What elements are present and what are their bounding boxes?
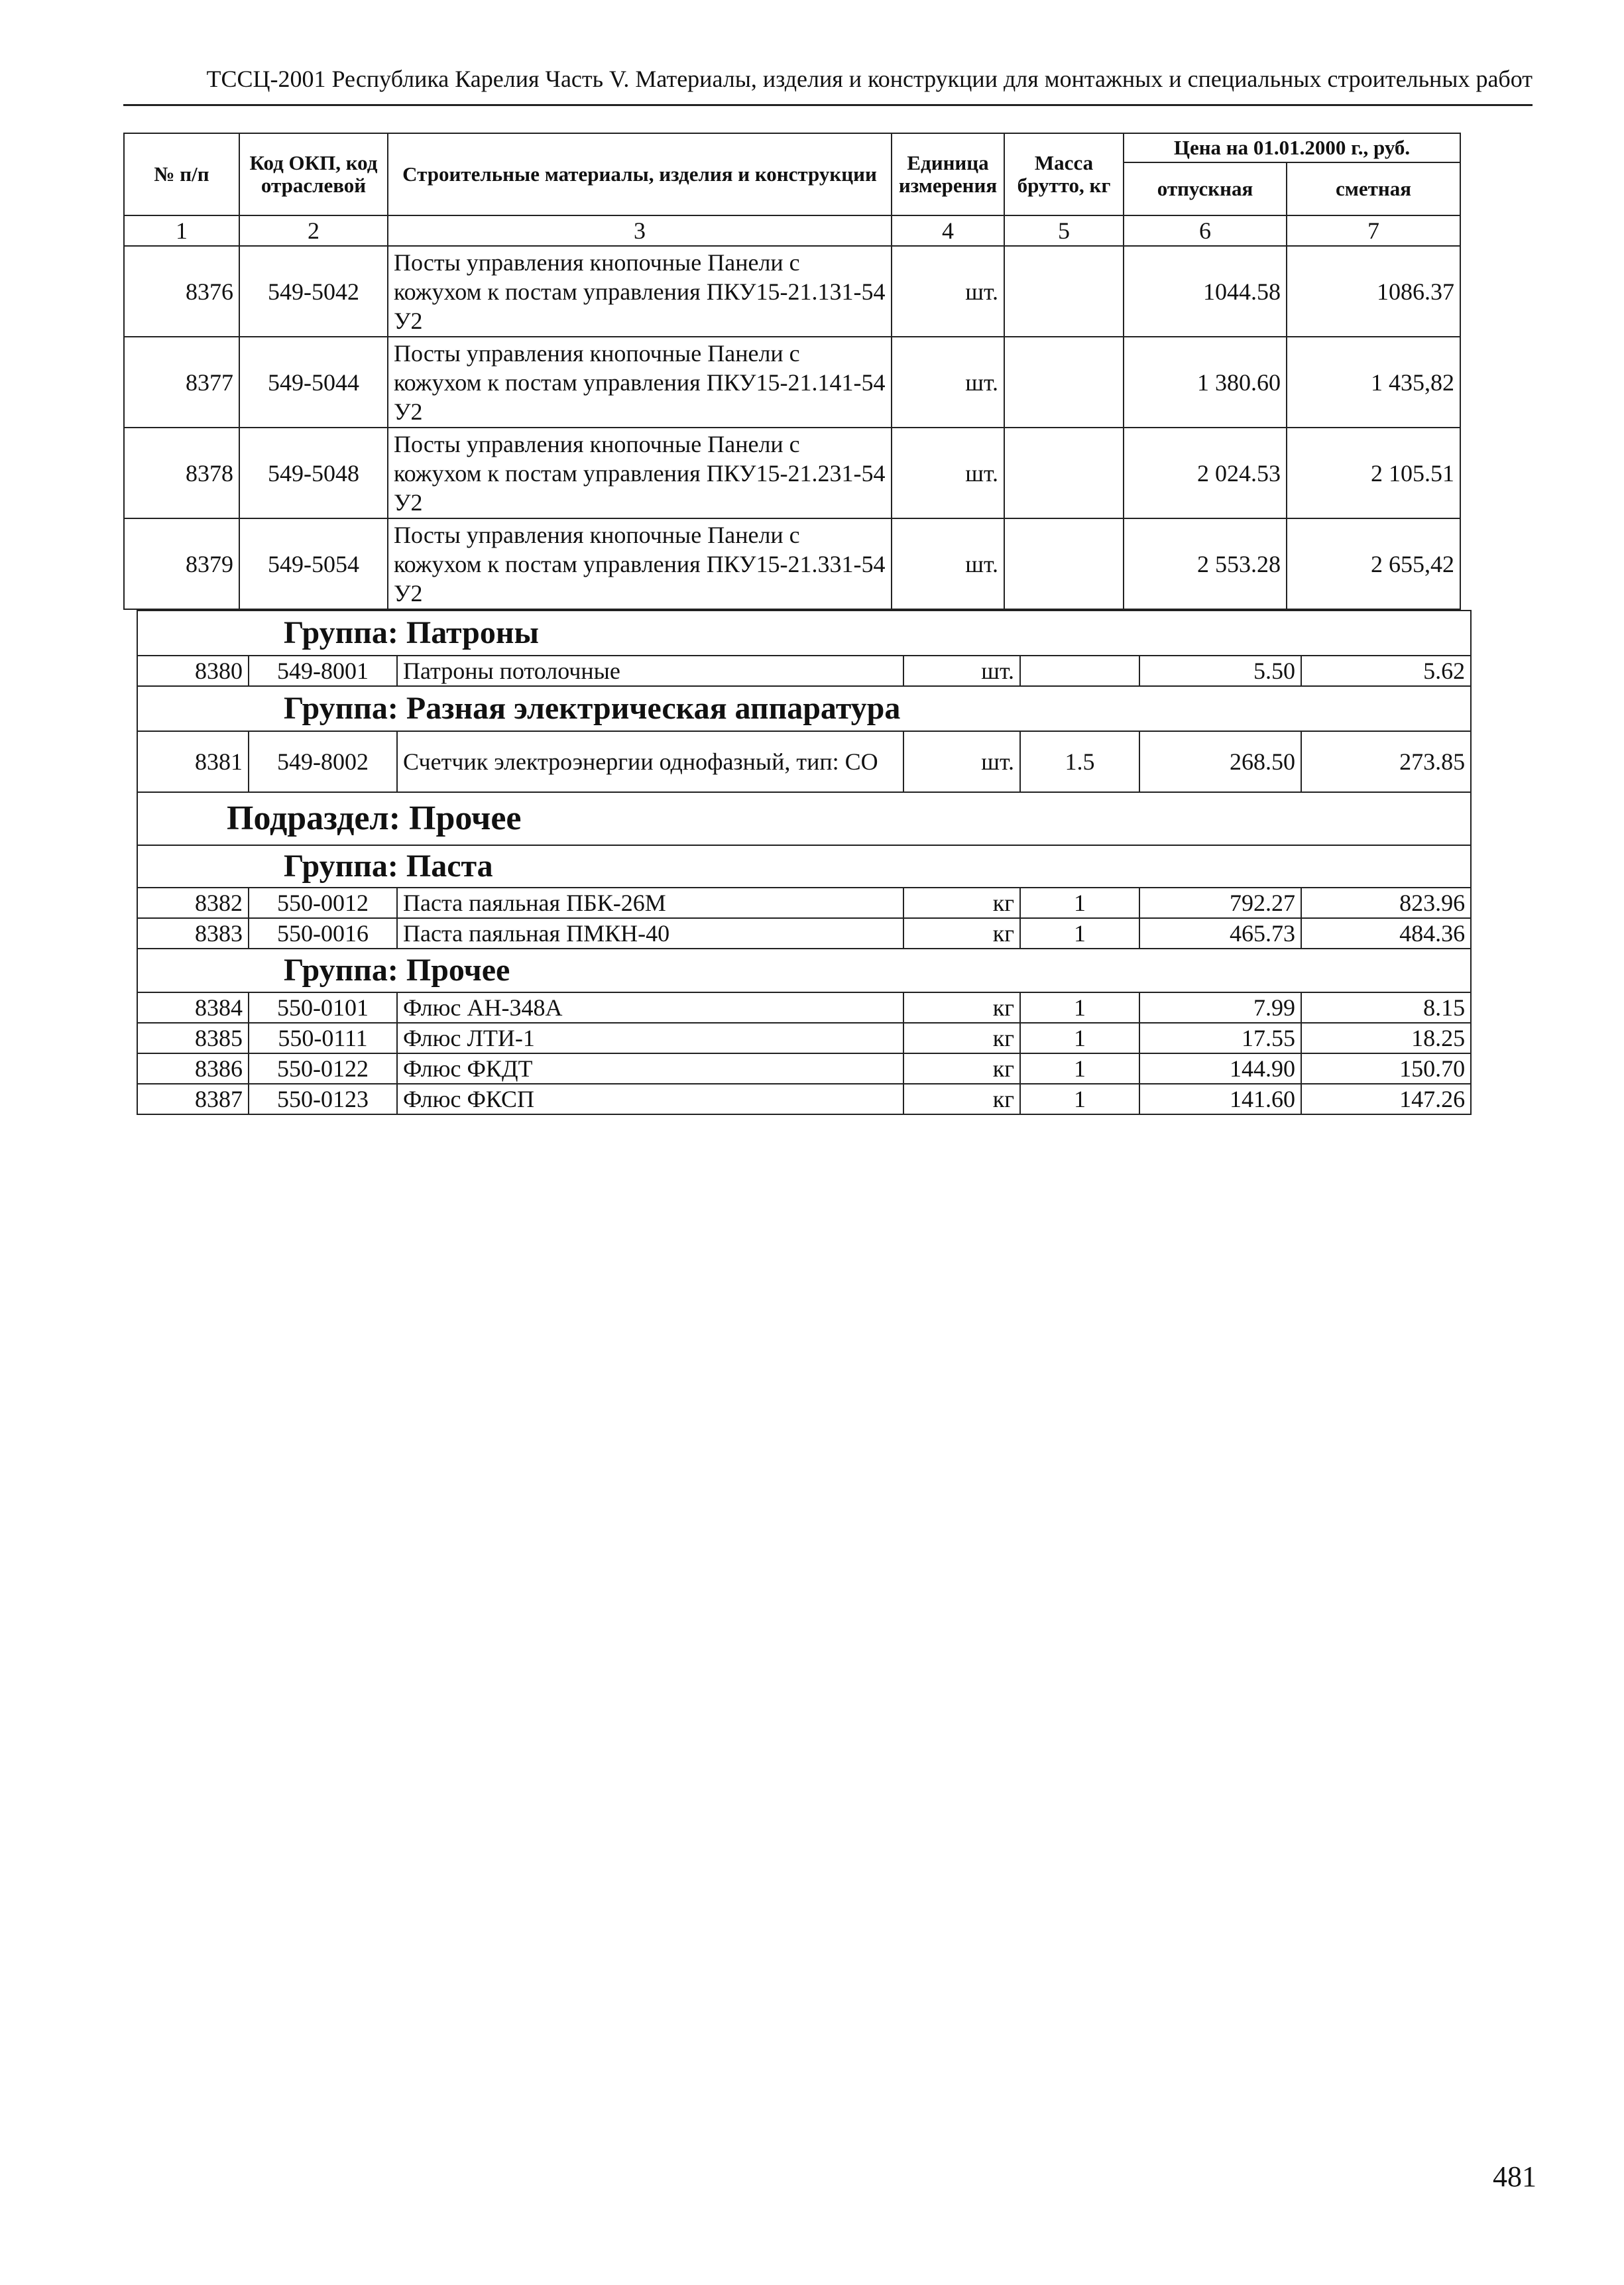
row-code: 550-0123 [249,1084,397,1114]
header-release: отпускная [1124,162,1287,215]
group-heading-patrony: Группа: Патроны [137,611,1471,656]
col-number: 7 [1287,215,1460,246]
row-release-price: 17.55 [1139,1023,1301,1053]
row-code: 550-0122 [249,1053,397,1084]
row-release-price: 5.50 [1139,656,1301,686]
col-number: 5 [1004,215,1124,246]
row-num: 8378 [124,428,239,518]
row-name: Флюс ФКСП [397,1084,903,1114]
row-mass [1004,337,1124,428]
col-number: 4 [892,215,1004,246]
row-name: Посты управления кнопочные Панели с кожухом к постам управления ПКУ15-21.231-54 У2 [388,428,892,518]
row-code: 550-0101 [249,992,397,1023]
row-unit: кг [903,888,1020,918]
row-estimate-price: 8.15 [1301,992,1471,1023]
row-name: Паста паяльная ПБК-26М [397,888,903,918]
row-estimate-price: 5.62 [1301,656,1471,686]
row-mass [1020,656,1139,686]
row-release-price: 792.27 [1139,888,1301,918]
row-estimate-price: 2 655,42 [1287,518,1460,609]
row-mass: 1 [1020,888,1139,918]
row-release-price: 1 380.60 [1124,337,1287,428]
header-code: Код ОКП, код отраслевой [239,133,388,215]
row-mass [1004,518,1124,609]
row-mass: 1 [1020,992,1139,1023]
row-num: 8376 [124,246,239,337]
row-unit: шт. [892,246,1004,337]
row-name: Патроны потолочные [397,656,903,686]
row-code: 549-8002 [249,731,397,792]
row-unit: шт. [892,518,1004,609]
row-mass [1004,428,1124,518]
row-code: 550-0111 [249,1023,397,1053]
row-num: 8382 [137,888,249,918]
row-num: 8386 [137,1053,249,1084]
price-table-bottom [137,610,1472,1115]
row-code: 550-0012 [249,888,397,918]
row-name: Флюс АН-348А [397,992,903,1023]
subsection-heading-other: Подраздел: Прочее [137,792,1471,845]
header-mass: Масса брутто, кг [1004,133,1124,215]
row-estimate-price: 484.36 [1301,918,1471,949]
column-number-row [124,215,1460,246]
row-mass: 1 [1020,1023,1139,1053]
row-unit: шт. [903,656,1020,686]
table-row [124,337,1460,428]
row-unit: кг [903,992,1020,1023]
row-release-price: 2 024.53 [1124,428,1287,518]
table-row [137,1023,1471,1053]
header-num: № п/п [124,133,239,215]
page-header: ТССЦ-2001 Республика Карелия Часть V. Материалы, изделия и конструкции для монтажных и специальных строительных работ [123,64,1533,106]
row-mass: 1 [1020,1084,1139,1114]
table-row [137,992,1471,1023]
row-unit: шт. [892,428,1004,518]
row-release-price: 141.60 [1139,1084,1301,1114]
row-num: 8381 [137,731,249,792]
row-unit: шт. [903,731,1020,792]
price-table-top [123,133,1461,610]
row-num: 8383 [137,918,249,949]
header-price-group: Цена на 01.01.2000 г., руб. [1124,133,1460,162]
row-name: Посты управления кнопочные Панели с кожухом к постам управления ПКУ15-21.131-54 У2 [388,246,892,337]
group-heading-pasta: Группа: Паста [137,845,1471,888]
table-row [124,246,1460,337]
table-row [124,518,1460,609]
row-code: 549-5048 [239,428,388,518]
group-heading-electric: Группа: Разная электрическая аппаратура [137,686,1471,731]
row-num: 8379 [124,518,239,609]
row-num: 8384 [137,992,249,1023]
row-mass: 1 [1020,1053,1139,1084]
row-estimate-price: 18.25 [1301,1023,1471,1053]
row-code: 549-5054 [239,518,388,609]
row-num: 8385 [137,1023,249,1053]
row-estimate-price: 2 105.51 [1287,428,1460,518]
table-row [137,656,1471,686]
table-row [137,731,1471,792]
row-code: 550-0016 [249,918,397,949]
group-heading-other: Группа: Прочее [137,949,1471,992]
row-code: 549-5042 [239,246,388,337]
col-number: 1 [124,215,239,246]
table-row [137,918,1471,949]
row-num: 8380 [137,656,249,686]
row-name: Флюс ФКДТ [397,1053,903,1084]
row-estimate-price: 147.26 [1301,1084,1471,1114]
row-estimate-price: 1086.37 [1287,246,1460,337]
col-number: 3 [388,215,892,246]
row-release-price: 7.99 [1139,992,1301,1023]
col-number: 6 [1124,215,1287,246]
table-row [124,428,1460,518]
row-name: Посты управления кнопочные Панели с кожухом к постам управления ПКУ15-21.331-54 У2 [388,518,892,609]
row-release-price: 1044.58 [1124,246,1287,337]
row-mass [1004,246,1124,337]
row-mass: 1 [1020,918,1139,949]
row-estimate-price: 823.96 [1301,888,1471,918]
row-name: Счетчик электроэнергии однофазный, тип: СО [397,731,903,792]
row-unit: кг [903,1053,1020,1084]
row-unit: шт. [892,337,1004,428]
row-unit: кг [903,1084,1020,1114]
row-code: 549-5044 [239,337,388,428]
header-estimate: сметная [1287,162,1460,215]
header-unit: Единица измерения [892,133,1004,215]
table-row [137,1084,1471,1114]
row-num: 8387 [137,1084,249,1114]
page-number: 481 [1493,2160,1537,2193]
row-name: Флюс ЛТИ-1 [397,1023,903,1053]
row-name: Посты управления кнопочные Панели с кожухом к постам управления ПКУ15-21.141-54 У2 [388,337,892,428]
col-number: 2 [239,215,388,246]
table-row [137,888,1471,918]
row-release-price: 144.90 [1139,1053,1301,1084]
row-estimate-price: 273.85 [1301,731,1471,792]
row-num: 8377 [124,337,239,428]
row-unit: кг [903,918,1020,949]
row-release-price: 268.50 [1139,731,1301,792]
row-estimate-price: 1 435,82 [1287,337,1460,428]
row-unit: кг [903,1023,1020,1053]
row-release-price: 2 553.28 [1124,518,1287,609]
row-code: 549-8001 [249,656,397,686]
table-row [137,1053,1471,1084]
row-estimate-price: 150.70 [1301,1053,1471,1084]
header-name: Строительные материалы, изделия и конструкции [388,133,892,215]
row-mass: 1.5 [1020,731,1139,792]
row-name: Паста паяльная ПМКН-40 [397,918,903,949]
row-release-price: 465.73 [1139,918,1301,949]
